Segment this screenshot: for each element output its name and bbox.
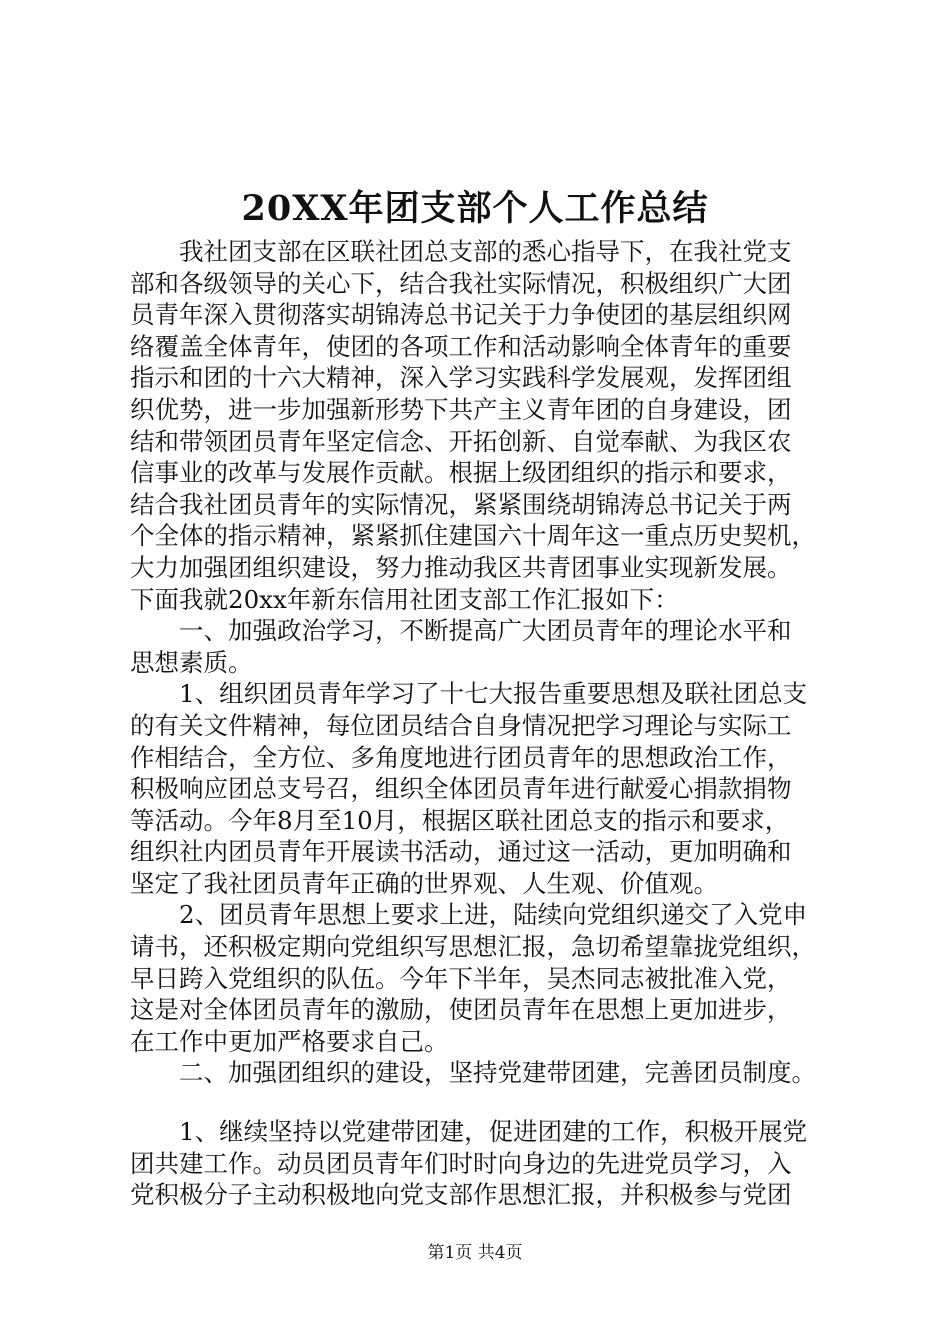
body-line: 团共建工作。动员团员青年们时时向身边的先进党员学习，入 bbox=[130, 1148, 792, 1178]
body-line: 结合我社团员青年的实际情况，紧紧围绕胡锦涛总书记关于两 bbox=[130, 489, 792, 519]
body-line: 员青年深入贯彻落实胡锦涛总书记关于力争使团的基层组织网 bbox=[130, 300, 792, 330]
body-line: 等活动。今年8月至10月，根据区联社团总支的指示和要求， bbox=[130, 805, 790, 835]
body-line: 结和带领团员青年坚定信念、开拓创新、自觉奉献、为我区农 bbox=[130, 426, 792, 456]
document-title: 20XX年团支部个人工作总结 bbox=[241, 188, 709, 229]
body-line: 的有关文件精神，每位团员结合自身情况把学习理论与实际工 bbox=[130, 710, 792, 740]
body-line: 下面我就20xx年新东信用社团支部工作汇报如下： bbox=[130, 584, 679, 614]
body-line: 请书，还积极定期向党组织写思想汇报，急切希望靠拢党组织， bbox=[130, 932, 816, 962]
body-line: 个全体的指示精神，紧紧抓住建国六十周年这一重点历史契机， bbox=[130, 521, 816, 551]
body-line: 络覆盖全体青年，使团的各项工作和活动影响全体青年的重要 bbox=[130, 331, 792, 361]
body-line: 部和各级领导的关心下，结合我社实际情况，积极组织广大团 bbox=[130, 268, 792, 298]
body-line: 党积极分子主动积极地向党支部作思想汇报，并积极参与党团 bbox=[130, 1180, 792, 1210]
body-line: 作相结合，全方位、多角度地进行团员青年的思想政治工作， bbox=[130, 742, 792, 772]
body-line: 织优势，进一步加强新形势下共产主义青年团的自身建设，团 bbox=[130, 394, 792, 424]
paragraph-gap bbox=[130, 1089, 845, 1116]
body-line: 大力加强团组织建设，努力推动我区共青团事业实现新发展。 bbox=[130, 552, 792, 582]
body-line: 1、组织团员青年学习了十七大报告重要思想及联社团总支 bbox=[130, 679, 808, 709]
body-line: 1、继续坚持以党建带团建，促进团建的工作，积极开展党 bbox=[130, 1117, 808, 1147]
document-body bbox=[130, 236, 845, 1211]
body-line: 我社团支部在区联社团总支部的悉心指导下，在我社党支 bbox=[130, 237, 792, 266]
body-line: 一、加强政治学习，不断提高广大团员青年的理论水平和 bbox=[130, 616, 792, 646]
body-line: 组织社内团员青年开展读书活动，通过这一活动，更加明确和 bbox=[130, 837, 792, 867]
body-line: 早日跨入党组织的队伍。今年下半年，吴杰同志被批准入党， bbox=[130, 963, 792, 993]
body-line: 思想素质。 bbox=[130, 647, 253, 677]
body-line: 坚定了我社团员青年正确的世界观、人生观、价值观。 bbox=[130, 868, 718, 898]
body-line: 二、加强团组织的建设，坚持党建带团建，完善团员制度。 bbox=[130, 1058, 816, 1088]
body-line: 2、团员青年思想上要求上进，陆续向党组织递交了入党申 bbox=[130, 900, 808, 930]
page-footer: 第1页 共4页 bbox=[427, 1243, 523, 1263]
body-line: 这是对全体团员青年的激励，使团员青年在思想上更加进步， bbox=[130, 995, 792, 1025]
body-line: 指示和团的十六大精神，深入学习实践科学发展观，发挥团组 bbox=[130, 363, 792, 393]
body-line: 积极响应团总支号召，组织全体团员青年进行献爱心捐款捐物 bbox=[130, 774, 792, 804]
body-line: 信事业的改革与发展作贡献。根据上级团组织的指示和要求， bbox=[130, 458, 792, 488]
body-line: 在工作中更加严格要求自己。 bbox=[130, 1026, 449, 1056]
